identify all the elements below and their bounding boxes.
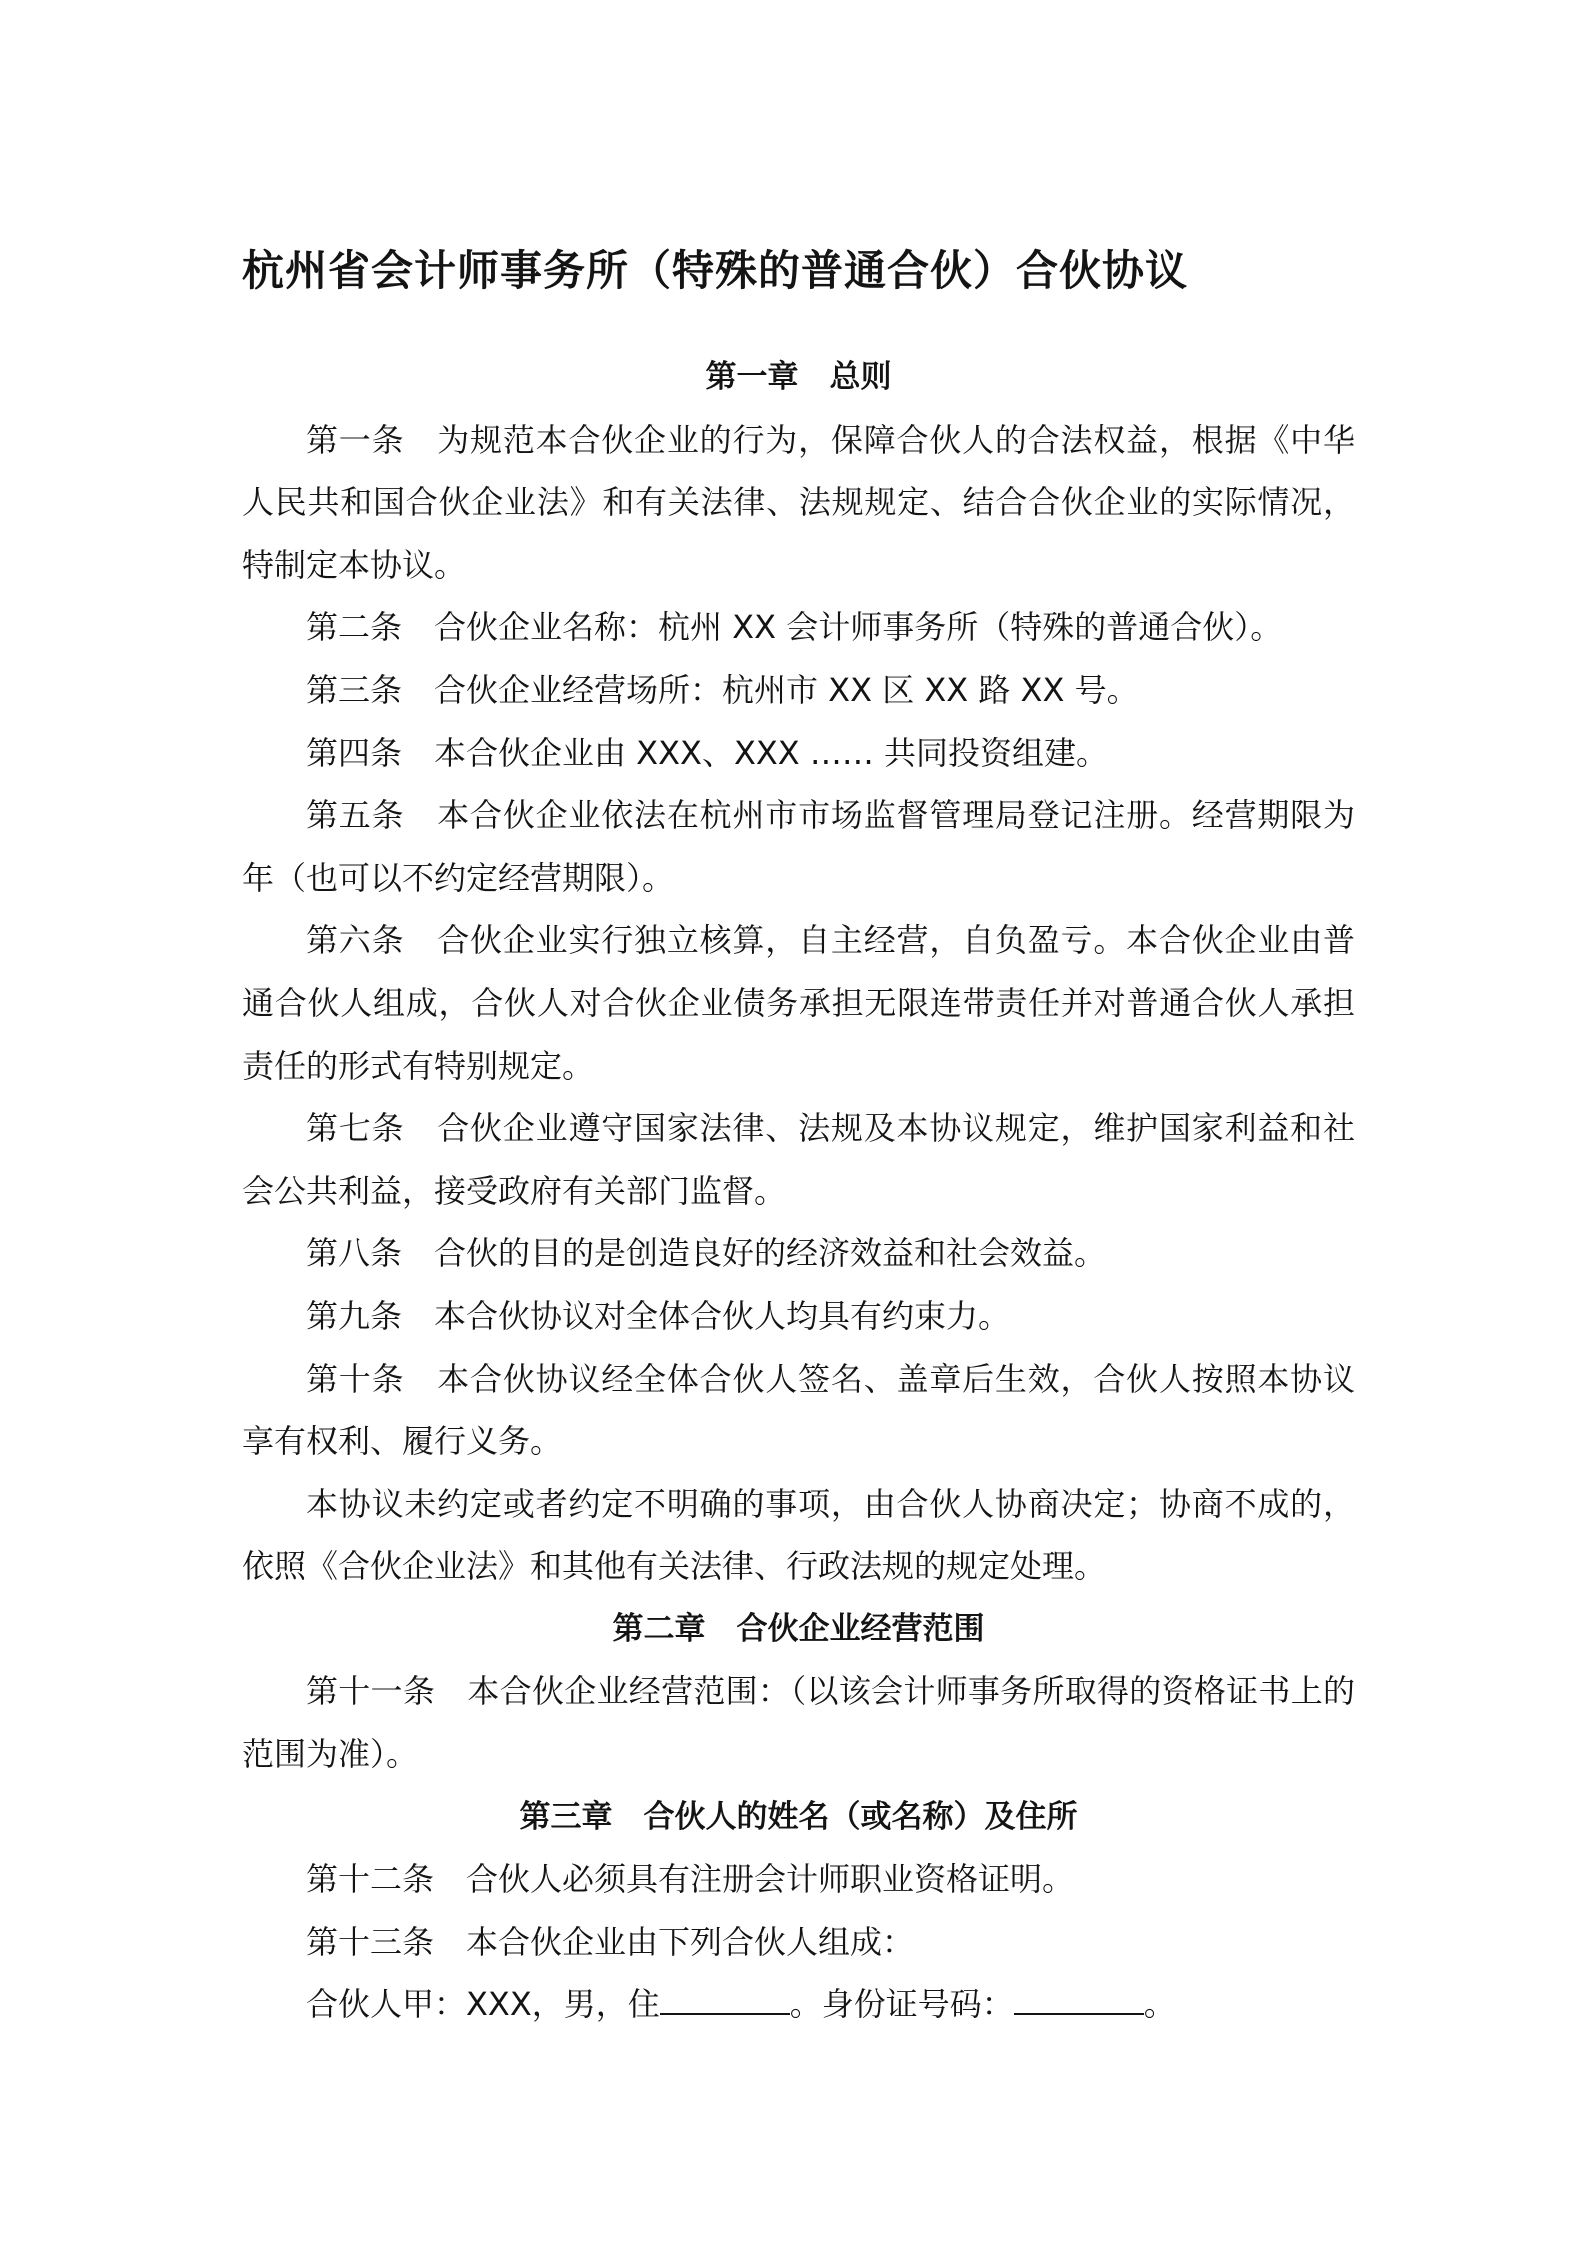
partner-a-id-label: 。身份证号码： — [789, 1985, 1014, 2024]
article-5: 第五条 本合伙企业依法在杭州市市场监督管理局登记注册。经营期限为年（也可以不约定经营期限）。 — [242, 796, 1355, 897]
article-7: 第七条 合伙企业遵守国家法律、法规及本协议规定，维护国家利益和社会公共利益，接受政府有关部门监督。 — [242, 1109, 1355, 1210]
article-12: 第十二条 合伙人必须具有注册会计师职业资格证明。 — [306, 1860, 1075, 1899]
article-1: 第一条 为规范本合伙企业的行为，保障合伙人的合法权益，根据《中华人民共和国合伙企业法》和有关法律、法规规定、结合合伙企业的实际情况，特制定本协议。 — [242, 420, 1355, 584]
partner-a-prefix: 合伙人甲：XXX，男，住 — [306, 1985, 660, 2024]
article-10-note: 本协议未约定或者约定不明确的事项，由合伙人协商决定；协商不成的，依照《合伙企业法》和其他有关法律、行政法规的规定处理。 — [242, 1484, 1355, 1586]
chapter-1-heading: 第一章 总则 — [705, 359, 892, 395]
chapter-3-heading: 第三章 合伙人的姓名（或名称）及住所 — [519, 1798, 1078, 1835]
article-10: 第十条 本合伙协议经全体合伙人签名、盖章后生效，合伙人按照本协议享有权利、履行义务。 — [242, 1359, 1355, 1461]
partner-a-end: 。 — [1143, 1985, 1176, 2024]
article-6: 第六条 合伙企业实行独立核算，自主经营，自负盈亏。本合伙企业由普通合伙人组成，合伙人对合伙企业债务承担无限连带责任并对普通合伙人承担责任的形式有特别规定。 — [242, 921, 1355, 1085]
chapter-2-heading: 第二章 合伙企业经营范围 — [612, 1610, 985, 1647]
article-13: 第十三条 本合伙企业由下列合伙人组成： — [306, 1922, 915, 1961]
article-9: 第九条 本合伙协议对全体合伙人均具有约束力。 — [306, 1296, 1011, 1335]
document-body — [242, 346, 1355, 2036]
article-4: 第四条 本合伙企业由 XXX、XXX …… 共同投资组建。 — [306, 733, 1109, 772]
id-number-blank — [1014, 1985, 1144, 2016]
document-title: 杭州省会计师事务所（特殊的普通合伙）合伙协议 — [242, 246, 1189, 295]
article-8: 第八条 合伙的目的是创造良好的经济效益和社会效益。 — [306, 1234, 1107, 1273]
article-11: 第十一条 本合伙企业经营范围：（以该会计师事务所取得的资格证书上的范围为准）。 — [242, 1672, 1355, 1774]
partner-a-line — [242, 1973, 1355, 2036]
article-2: 第二条 合伙企业名称：杭州 XX 会计师事务所（特殊的普通合伙）。 — [306, 608, 1283, 647]
article-3: 第三条 合伙企业经营场所：杭州市 XX 区 XX 路 XX 号。 — [306, 670, 1139, 709]
address-blank — [660, 1985, 790, 2016]
